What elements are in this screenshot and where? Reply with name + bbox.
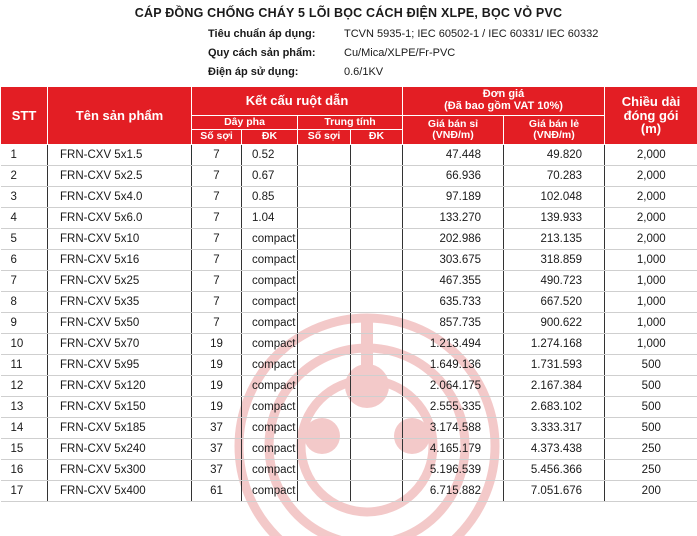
cell-retail-price: 70.283 [504, 166, 605, 187]
cell-stt: 9 [1, 313, 48, 334]
cell-phase-dk: compact [242, 229, 298, 250]
cell-product-name: FRN-CXV 5x35 [48, 292, 192, 313]
cell-product-name: FRN-CXV 5x25 [48, 271, 192, 292]
cell-neutral-so-soi [298, 313, 351, 334]
cell-stt: 3 [1, 187, 48, 208]
spec-voltage [208, 63, 688, 81]
cell-neutral-so-soi [298, 292, 351, 313]
cell-neutral-dk [351, 439, 403, 460]
table-row [1, 187, 697, 208]
cell-retail-price: 900.622 [504, 313, 605, 334]
cell-neutral-so-soi [298, 481, 351, 502]
cell-phase-dk: 1.04 [242, 208, 298, 229]
header-neutral-so-soi: Số sợi [298, 130, 351, 145]
cell-package-length: 2,000 [605, 187, 697, 208]
header-phase: Dây pha [192, 116, 298, 130]
page-title: CÁP ĐỒNG CHỐNG CHÁY 5 LÕI BỌC CÁCH ĐIỆN XLPE, BỌC VỎ PVC [0, 6, 697, 20]
cell-neutral-dk [351, 166, 403, 187]
cell-phase-dk: compact [242, 271, 298, 292]
cell-package-length: 1,000 [605, 313, 697, 334]
cell-product-name: FRN-CXV 5x16 [48, 250, 192, 271]
header-retail-line2: (VNĐ/m) [504, 130, 604, 141]
cell-phase-so-soi: 19 [192, 376, 242, 397]
cell-package-length: 2,000 [605, 166, 697, 187]
cell-stt: 12 [1, 376, 48, 397]
table-row [1, 229, 697, 250]
cell-neutral-so-soi [298, 187, 351, 208]
cell-product-name: FRN-CXV 5x400 [48, 481, 192, 502]
cell-package-length: 250 [605, 460, 697, 481]
table-body [1, 145, 697, 502]
cell-neutral-dk [351, 418, 403, 439]
cell-neutral-dk [351, 145, 403, 166]
cell-wholesale-price: 6.715.882 [403, 481, 504, 502]
cell-phase-so-soi: 7 [192, 208, 242, 229]
cell-phase-so-soi: 7 [192, 187, 242, 208]
cell-wholesale-price: 66.936 [403, 166, 504, 187]
header-name: Tên sản phẩm [48, 87, 192, 145]
header-price [403, 87, 605, 116]
cell-product-name: FRN-CXV 5x70 [48, 334, 192, 355]
header-retail-line1: Giá bán lẻ [504, 119, 604, 130]
cell-neutral-dk [351, 397, 403, 418]
cell-phase-dk: compact [242, 460, 298, 481]
cell-neutral-dk [351, 187, 403, 208]
cell-neutral-dk [351, 208, 403, 229]
cell-stt: 7 [1, 271, 48, 292]
cell-product-name: FRN-CXV 5x185 [48, 418, 192, 439]
cell-product-name: FRN-CXV 5x150 [48, 397, 192, 418]
cell-retail-price: 213.135 [504, 229, 605, 250]
cell-phase-so-soi: 19 [192, 355, 242, 376]
cell-phase-so-soi: 61 [192, 481, 242, 502]
cell-phase-so-soi: 7 [192, 271, 242, 292]
cell-stt: 10 [1, 334, 48, 355]
cell-wholesale-price: 857.735 [403, 313, 504, 334]
cell-retail-price: 2.683.102 [504, 397, 605, 418]
spec-product-value: Cu/Mica/XLPE/Fr-PVC [344, 44, 455, 62]
cell-phase-so-soi: 7 [192, 292, 242, 313]
cell-retail-price: 1.274.168 [504, 334, 605, 355]
cell-neutral-so-soi [298, 460, 351, 481]
cell-stt: 17 [1, 481, 48, 502]
cell-stt: 15 [1, 439, 48, 460]
header-phase-so-soi: Số sợi [192, 130, 242, 145]
cell-neutral-dk [351, 250, 403, 271]
cell-retail-price: 318.859 [504, 250, 605, 271]
cell-retail-price: 3.333.317 [504, 418, 605, 439]
cell-package-length: 250 [605, 439, 697, 460]
cell-package-length: 1,000 [605, 334, 697, 355]
table-row [1, 376, 697, 397]
cell-retail-price: 490.723 [504, 271, 605, 292]
cell-package-length: 500 [605, 397, 697, 418]
spec-product [208, 44, 688, 62]
spec-standard-label: Tiêu chuẩn áp dụng: [208, 25, 315, 43]
cell-neutral-dk [351, 355, 403, 376]
table-row [1, 292, 697, 313]
cell-phase-dk: 0.85 [242, 187, 298, 208]
cell-phase-dk: 0.67 [242, 166, 298, 187]
cell-package-length: 2,000 [605, 229, 697, 250]
cell-phase-dk: compact [242, 313, 298, 334]
cell-phase-dk: compact [242, 376, 298, 397]
cell-neutral-so-soi [298, 229, 351, 250]
cell-neutral-so-soi [298, 334, 351, 355]
cell-package-length: 2,000 [605, 145, 697, 166]
table-row [1, 313, 697, 334]
cell-phase-dk: compact [242, 397, 298, 418]
table-row [1, 355, 697, 376]
table-row [1, 397, 697, 418]
cell-neutral-so-soi [298, 439, 351, 460]
table-row [1, 418, 697, 439]
cell-neutral-dk [351, 334, 403, 355]
cell-product-name: FRN-CXV 5x120 [48, 376, 192, 397]
cell-package-length: 200 [605, 481, 697, 502]
cell-neutral-so-soi [298, 397, 351, 418]
cell-neutral-so-soi [298, 418, 351, 439]
cell-package-length: 500 [605, 418, 697, 439]
table-row [1, 460, 697, 481]
cell-neutral-so-soi [298, 145, 351, 166]
cell-wholesale-price: 47.448 [403, 145, 504, 166]
spec-standard [208, 25, 688, 43]
cell-neutral-so-soi [298, 166, 351, 187]
cell-stt: 6 [1, 250, 48, 271]
cell-neutral-dk [351, 271, 403, 292]
cell-product-name: FRN-CXV 5x240 [48, 439, 192, 460]
cell-product-name: FRN-CXV 5x50 [48, 313, 192, 334]
cell-package-length: 1,000 [605, 292, 697, 313]
cell-wholesale-price: 97.189 [403, 187, 504, 208]
cell-neutral-dk [351, 313, 403, 334]
cell-stt: 8 [1, 292, 48, 313]
cell-retail-price: 2.167.384 [504, 376, 605, 397]
cell-wholesale-price: 467.355 [403, 271, 504, 292]
cell-phase-dk: compact [242, 418, 298, 439]
cell-neutral-dk [351, 481, 403, 502]
spec-voltage-label: Điện áp sử dụng: [208, 63, 298, 81]
header-price-line1: Đơn giá [403, 89, 604, 101]
table-row [1, 145, 697, 166]
cell-stt: 5 [1, 229, 48, 250]
cell-neutral-so-soi [298, 271, 351, 292]
header-neutral: Trung tính [298, 116, 403, 130]
cell-wholesale-price: 2.064.175 [403, 376, 504, 397]
cell-stt: 11 [1, 355, 48, 376]
cell-phase-dk: 0.52 [242, 145, 298, 166]
price-table [0, 86, 697, 502]
header-length-line2: đóng gói [605, 109, 697, 123]
cell-phase-so-soi: 7 [192, 145, 242, 166]
cell-retail-price: 7.051.676 [504, 481, 605, 502]
header-length [605, 87, 697, 145]
cell-neutral-so-soi [298, 355, 351, 376]
cell-phase-so-soi: 37 [192, 418, 242, 439]
cell-product-name: FRN-CXV 5x95 [48, 355, 192, 376]
table-row [1, 166, 697, 187]
cell-phase-so-soi: 7 [192, 313, 242, 334]
cell-neutral-dk [351, 229, 403, 250]
cell-neutral-dk [351, 376, 403, 397]
spec-product-label: Quy cách sản phẩm: [208, 44, 316, 62]
header-wholesale [403, 116, 504, 145]
cell-retail-price: 139.933 [504, 208, 605, 229]
cell-wholesale-price: 2.555.335 [403, 397, 504, 418]
cell-package-length: 2,000 [605, 208, 697, 229]
cell-package-length: 1,000 [605, 271, 697, 292]
cell-product-name: FRN-CXV 5x4.0 [48, 187, 192, 208]
header-phase-dk: ĐK [242, 130, 298, 145]
cell-stt: 14 [1, 418, 48, 439]
header-length-line1: Chiều dài [605, 95, 697, 109]
table-row [1, 334, 697, 355]
cell-wholesale-price: 303.675 [403, 250, 504, 271]
cell-package-length: 1,000 [605, 250, 697, 271]
cell-wholesale-price: 4.165.179 [403, 439, 504, 460]
cell-stt: 16 [1, 460, 48, 481]
table-row [1, 481, 697, 502]
cell-phase-so-soi: 7 [192, 166, 242, 187]
cell-phase-dk: compact [242, 250, 298, 271]
cell-stt: 13 [1, 397, 48, 418]
cell-retail-price: 49.820 [504, 145, 605, 166]
cell-phase-so-soi: 37 [192, 460, 242, 481]
cell-wholesale-price: 635.733 [403, 292, 504, 313]
spec-voltage-value: 0.6/1KV [344, 63, 383, 81]
header-price-line2: (Đã bao gồm VAT 10%) [403, 101, 604, 113]
table-row [1, 208, 697, 229]
cell-retail-price: 667.520 [504, 292, 605, 313]
cell-phase-dk: compact [242, 292, 298, 313]
cell-wholesale-price: 3.174.588 [403, 418, 504, 439]
cell-phase-dk: compact [242, 334, 298, 355]
header-retail [504, 116, 605, 145]
header-stt: STT [1, 87, 48, 145]
cell-product-name: FRN-CXV 5x1.5 [48, 145, 192, 166]
table-row [1, 250, 697, 271]
table-row [1, 271, 697, 292]
cell-stt: 1 [1, 145, 48, 166]
cell-retail-price: 102.048 [504, 187, 605, 208]
cell-phase-so-soi: 7 [192, 229, 242, 250]
cell-phase-dk: compact [242, 439, 298, 460]
cell-product-name: FRN-CXV 5x10 [48, 229, 192, 250]
header-length-line3: (m) [605, 122, 697, 136]
cell-wholesale-price: 1.649.136 [403, 355, 504, 376]
cell-neutral-dk [351, 460, 403, 481]
cell-product-name: FRN-CXV 5x300 [48, 460, 192, 481]
header-neutral-dk: ĐK [351, 130, 403, 145]
table-row [1, 439, 697, 460]
header-wholesale-line2: (VNĐ/m) [403, 130, 503, 141]
cell-retail-price: 5.456.366 [504, 460, 605, 481]
cell-wholesale-price: 133.270 [403, 208, 504, 229]
cell-neutral-so-soi [298, 208, 351, 229]
spec-standard-value: TCVN 5935-1; IEC 60502-1 / IEC 60331/ IEC 60332 [344, 25, 598, 43]
cell-package-length: 500 [605, 376, 697, 397]
cell-product-name: FRN-CXV 5x6.0 [48, 208, 192, 229]
cell-phase-so-soi: 37 [192, 439, 242, 460]
cell-package-length: 500 [605, 355, 697, 376]
header-structure: Kết cấu ruột dẫn [192, 87, 403, 116]
cell-phase-dk: compact [242, 481, 298, 502]
cell-stt: 2 [1, 166, 48, 187]
cell-neutral-so-soi [298, 250, 351, 271]
cell-stt: 4 [1, 208, 48, 229]
cell-wholesale-price: 202.986 [403, 229, 504, 250]
header-wholesale-line1: Giá bán sỉ [403, 119, 503, 130]
cell-phase-dk: compact [242, 355, 298, 376]
cell-wholesale-price: 5.196.539 [403, 460, 504, 481]
cell-product-name: FRN-CXV 5x2.5 [48, 166, 192, 187]
cell-phase-so-soi: 7 [192, 250, 242, 271]
cell-neutral-dk [351, 292, 403, 313]
cell-retail-price: 1.731.593 [504, 355, 605, 376]
cell-neutral-so-soi [298, 376, 351, 397]
cell-phase-so-soi: 19 [192, 397, 242, 418]
cell-phase-so-soi: 19 [192, 334, 242, 355]
cell-retail-price: 4.373.438 [504, 439, 605, 460]
cell-wholesale-price: 1.213.494 [403, 334, 504, 355]
